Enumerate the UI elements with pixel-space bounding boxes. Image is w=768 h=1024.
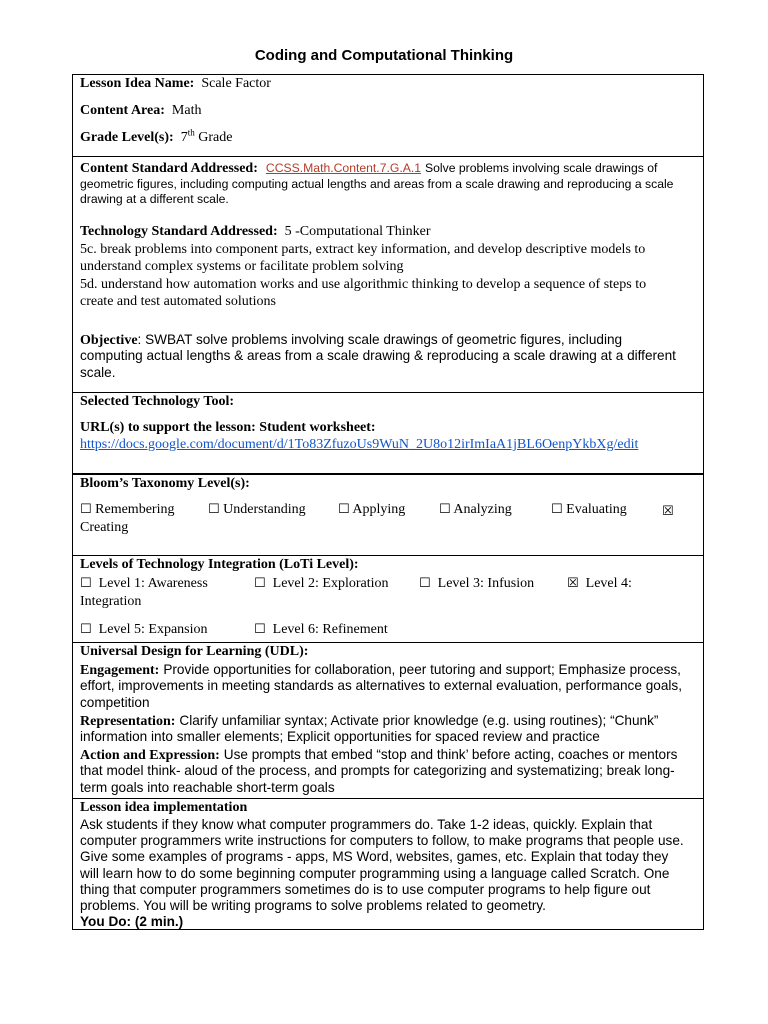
grade-level-line: [80, 127, 699, 146]
lesson-name-value: Scale Factor: [201, 76, 271, 91]
tech-standard-5d-line1: 5d. understand how automation works and use algorithmic thinking to develop a sequence of steps to: [80, 277, 647, 292]
loti-level-4-continued: Integration: [80, 594, 142, 609]
url-label: URL(s) to support the lesson: Student worksheet:: [80, 420, 376, 435]
content-area-line: [80, 103, 699, 119]
implementation-label: Lesson idea implementation: [80, 800, 248, 815]
tech-standard-5c-line2: understand complex systems or facilitate problem solving: [80, 259, 404, 274]
blooms-evaluating[interactable]: ☐ Evaluating: [551, 502, 627, 517]
grade-word: Grade: [198, 130, 233, 145]
blooms-creating-label: Creating: [80, 520, 129, 535]
loti-level-2[interactable]: ☐ Level 2: Exploration: [254, 576, 389, 591]
engagement-line-1: Engagement: Provide opportunities for collaboration, peer tutoring and support; Emphasize process,: [80, 662, 681, 678]
implementation-line: Give some examples of programs - apps, MS Word, websites, games, etc. Explain that today they: [80, 849, 669, 864]
blooms-taxonomy-section: [73, 473, 703, 555]
checkbox-empty-icon: ☐: [419, 576, 431, 591]
you-do-heading: You Do: (2 min.): [80, 914, 184, 929]
loti-level-3[interactable]: ☐ Level 3: Infusion: [419, 576, 535, 591]
grade-number: 7: [180, 130, 188, 145]
tech-standard-value: 5 -Computational Thinker: [284, 224, 431, 239]
page-title: Coding and Computational Thinking: [254, 47, 514, 64]
content-standard-label: Content Standard Addressed:: [80, 161, 258, 176]
checkbox-empty-icon: ☐: [80, 502, 92, 517]
content-standard-line: [80, 159, 699, 177]
representation-line-2: information into smaller elements; Explicit opportunities for spaced review and practice: [80, 729, 600, 744]
checkbox-empty-icon: ☐: [80, 576, 92, 591]
loti-level-6[interactable]: ☐ Level 6: Refinement: [254, 622, 388, 637]
action-expression-label: Action and Expression:: [80, 748, 220, 763]
implementation-line: thing that computer programmers sometimes do is to use computer programs to help figure out: [80, 882, 651, 897]
lesson-name-label: Lesson Idea Name:: [80, 76, 195, 91]
loti-section: [73, 555, 703, 642]
checkbox-empty-icon: ☐: [254, 576, 266, 591]
blooms-creating-checkbox[interactable]: [662, 502, 674, 520]
technology-tool-label: Selected Technology Tool:: [80, 394, 235, 409]
checkbox-empty-icon: ☐: [551, 502, 563, 517]
content-standard-code-link[interactable]: CCSS.Math.Content.7.G.A.1: [265, 161, 422, 175]
implementation-line: problems. You will be writing programs to solve problems related to geometry.: [80, 898, 546, 913]
loti-level-4[interactable]: ☒ Level 4:: [567, 576, 632, 591]
tech-standard-line: [80, 224, 699, 240]
lesson-info-section: [73, 75, 703, 156]
loti-label: Levels of Technology Integration (LoTi Level):: [80, 557, 359, 572]
objective-line-1: [80, 331, 699, 349]
checkbox-empty-icon: ☐: [254, 622, 266, 637]
lesson-plan-table: [72, 74, 704, 930]
blooms-understanding[interactable]: ☐ Understanding: [208, 502, 306, 517]
grade-level-label: Grade Level(s):: [80, 130, 174, 145]
blooms-label: Bloom’s Taxonomy Level(s):: [80, 476, 250, 491]
technology-tool-section: [73, 392, 703, 473]
loti-level-1[interactable]: ☐ Level 1: Awareness: [80, 576, 208, 591]
action-expression-line-3: term goals into reachable short-term goals: [80, 780, 335, 795]
udl-section: [73, 642, 703, 798]
content-standard-text-2: geometric figures, including computing actual lengths and areas from a scale drawing and reproducing a scale: [80, 177, 674, 191]
checkbox-checked-icon: ☒: [662, 504, 674, 519]
udl-label: Universal Design for Learning (UDL):: [80, 644, 309, 659]
checkbox-empty-icon: ☐: [80, 622, 92, 637]
objective-text-3: scale.: [80, 365, 116, 380]
action-expression-line-2: that model think- aloud of the process, and prompts for categorizing and systematizing; break long-: [80, 763, 675, 778]
blooms-analyzing[interactable]: ☐ Analyzing: [439, 502, 512, 517]
implementation-line: will learn how to do some beginning computer programming using a language called Scratch. One: [80, 866, 670, 881]
implementation-line: computer programmers write instructions for computers to follow, to make programs that people use.: [80, 833, 684, 848]
objective-text-1: : SWBAT solve problems involving scale drawings of geometric figures, including: [137, 332, 623, 347]
engagement-label: Engagement:: [80, 663, 160, 678]
representation-line-1: Representation: Clarify unfamiliar syntax; Activate prior knowledge (e.g. using routines); “Chunk”: [80, 713, 659, 729]
checkbox-empty-icon: ☐: [208, 502, 220, 517]
lesson-name-line: [80, 76, 699, 92]
engagement-line-3: competition: [80, 695, 150, 710]
implementation-line: Ask students if they know what computer programmers do. Take 1-2 ideas, quickly. Explain that: [80, 817, 653, 832]
blooms-applying[interactable]: ☐ Applying: [338, 502, 406, 517]
tech-standard-label: Technology Standard Addressed:: [80, 224, 278, 239]
objective-label: Objective: [80, 333, 138, 348]
content-area-label: Content Area:: [80, 103, 165, 118]
grade-superscript: th: [187, 127, 195, 138]
content-standard-text-3: drawing at a different scale.: [80, 192, 229, 206]
checkbox-empty-icon: ☐: [439, 502, 451, 517]
action-expression-line-1: Action and Expression: Use prompts that embed “stop and think’ before acting, coaches or mentors: [80, 747, 678, 763]
representation-label: Representation:: [80, 714, 176, 729]
standards-section: [73, 156, 703, 392]
tech-standard-5c-line1: 5c. break problems into component parts, extract key information, and develop descriptive models to: [80, 242, 646, 257]
checkbox-empty-icon: ☐: [338, 502, 350, 517]
implementation-section: [73, 798, 703, 929]
loti-level-5[interactable]: ☐ Level 5: Expansion: [80, 622, 208, 637]
content-area-value: Math: [171, 103, 202, 118]
blooms-remembering[interactable]: ☐ Remembering: [80, 502, 175, 517]
content-standard-text: Solve problems involving scale drawings of: [425, 161, 658, 175]
objective-text-2: computing actual lengths & areas from a scale drawing & reproducing a scale drawing at a different: [80, 348, 676, 363]
engagement-line-2: effort, improvements in meeting standards as alternatives to external evaluation, performance goals,: [80, 678, 682, 693]
student-worksheet-link[interactable]: https://docs.google.com/document/d/1To83ZfuzoUs9WuN_2U8o12irImIaA1jBL6OenpYkbXg/edit: [80, 437, 639, 452]
checkbox-checked-icon: ☒: [567, 576, 579, 591]
tech-standard-5d-line2: create and test automated solutions: [80, 294, 276, 309]
